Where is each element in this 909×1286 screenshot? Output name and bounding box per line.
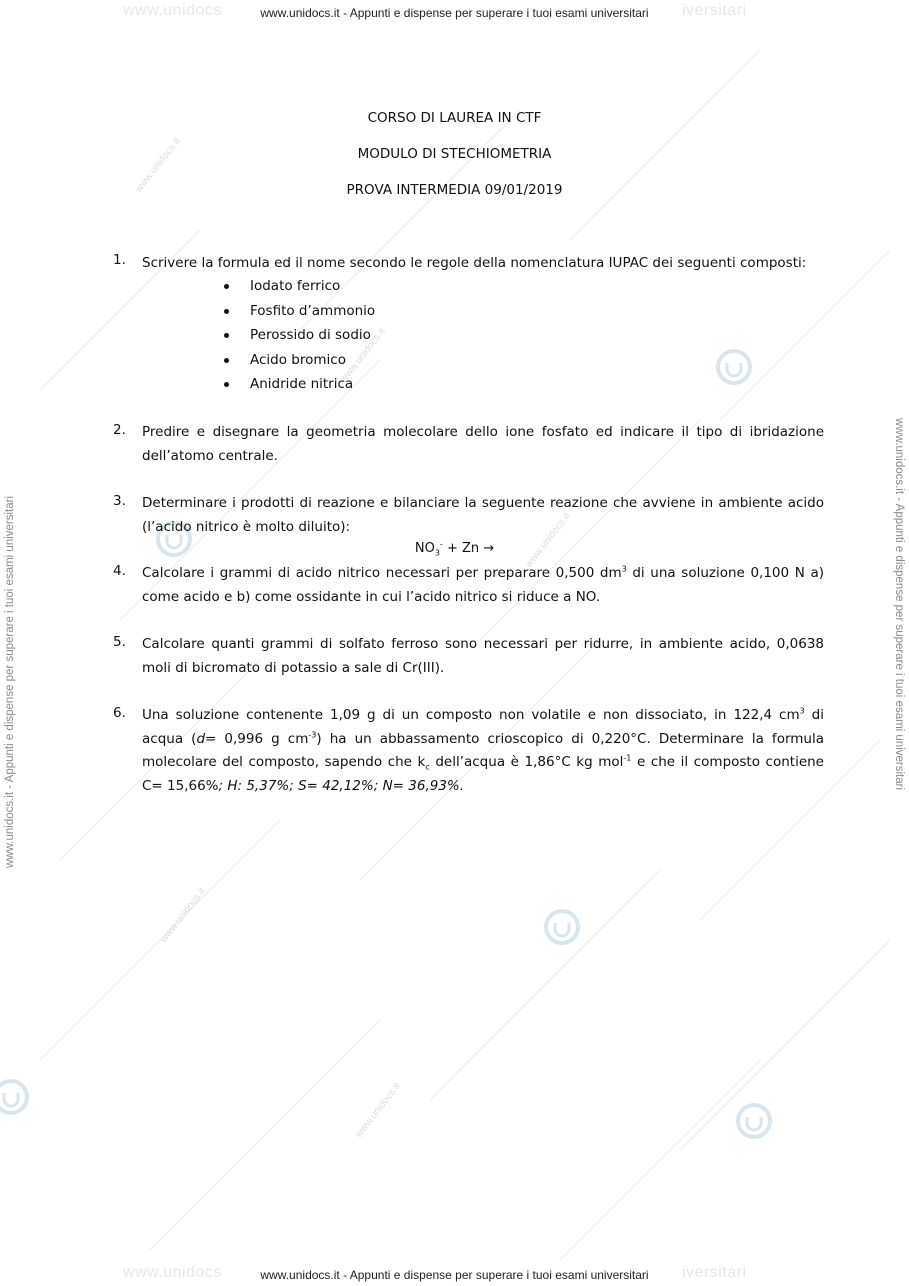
watermark-logo-icon <box>735 1102 773 1140</box>
watermark-ghost-left: www.unidocs <box>123 2 222 19</box>
watermark-diagonal-text: www.unidocs.it <box>338 326 388 385</box>
watermark-diagonal-text: www.unidocs.it <box>523 511 573 570</box>
question-number: 6. <box>113 705 126 721</box>
list-item: Acido bromico <box>222 348 375 373</box>
question-text: Calcolare quanti grammi di solfato ferroso sono necessari per ridurre, in ambiente acido, 0,0638 moli di bicromato di potassio a sale di Cr(III). <box>142 636 824 676</box>
module-title: MODULO DI STECHIOMETRIA <box>357 146 552 162</box>
watermark-ghost-right: iversitari <box>682 1264 747 1281</box>
course-title: CORSO DI LAUREA IN CTF <box>367 110 542 126</box>
exam-title: PROVA INTERMEDIA 09/01/2019 <box>346 182 563 198</box>
question-text: Scrivere la formula ed il nome secondo le regole della nomenclatura IUPAC dei seguenti composti: <box>142 255 807 271</box>
list-item: Fosfito d’ammonio <box>222 299 375 324</box>
watermark-diagonal-text: www.unidocs.it <box>353 1081 403 1140</box>
question-number: 1. <box>113 252 126 268</box>
watermark-diagonal-text: www.unidocs.it <box>133 136 183 195</box>
watermark-logo-icon <box>715 348 753 386</box>
question-text: Una soluzione contenente 1,09 g di un composto non volatile e non dissociato, in 122,4 $cm^3$ di acqua (d= 0,996 g $cm^{-3}$) ha un abbassamento crioscopico di 0,220°C. Determinare la formula molecolare del composto, sapendo che $k_c$ dell’acqua è 1,86°C kg mol$^{-1}$ e che il composto contiene C= 15,66%; H: 5,37%; S= 42,12%; N= 36,93%. <box>142 706 824 794</box>
watermark-diagonal-text: www.unidocs.it <box>158 886 208 945</box>
watermark-banner-bottom: www.unidocs.it - Appunti e dispense per superare i tuoi esami universitari <box>260 1268 649 1282</box>
list-item: Perossido di sodio <box>222 323 375 348</box>
question-text: Predire e disegnare la geometria molecolare dello ione fosfato ed indicare il tipo di ibridazione dell’atomo centrale. <box>142 424 824 464</box>
question-number: 5. <box>113 634 126 650</box>
watermark-side-left: www.unidocs.it - Appunti e dispense per superare i tuoi esami universitari <box>4 495 16 868</box>
watermark-ghost-right: iversitari <box>682 2 747 19</box>
list-item: Iodato ferrico <box>222 274 375 299</box>
list-item: Anidride nitrica <box>222 372 375 397</box>
watermark-logo-icon <box>543 908 581 946</box>
question-number: 4. <box>113 563 126 579</box>
question-text: Determinare i prodotti di reazione e bilanciare la seguente reazione che avviene in ambiente acido (l’acido nitrico è molto diluito): <box>142 495 824 535</box>
watermark-ghost-left: www.unidocs <box>123 1264 222 1281</box>
watermark-side-right: www.unidocs.it - Appunti e dispense per superare i tuoi esami universitari <box>893 418 905 791</box>
compound-list <box>222 274 375 397</box>
watermark-logo-icon <box>0 1078 30 1116</box>
question-number: 3. <box>113 493 126 509</box>
question-text: Calcolare i grammi di acido nitrico necessari per preparare 0,500 $dm^3$ di una soluzione 0,100 N a) come acido e b) come ossidante in cui l’acido nitrico si riduce a NO. <box>142 564 824 605</box>
reaction-equation: $NO_3^- + Zn$ → <box>414 539 495 558</box>
question-number: 2. <box>113 422 126 438</box>
watermark-banner-top: www.unidocs.it - Appunti e dispense per superare i tuoi esami universitari <box>260 6 649 20</box>
